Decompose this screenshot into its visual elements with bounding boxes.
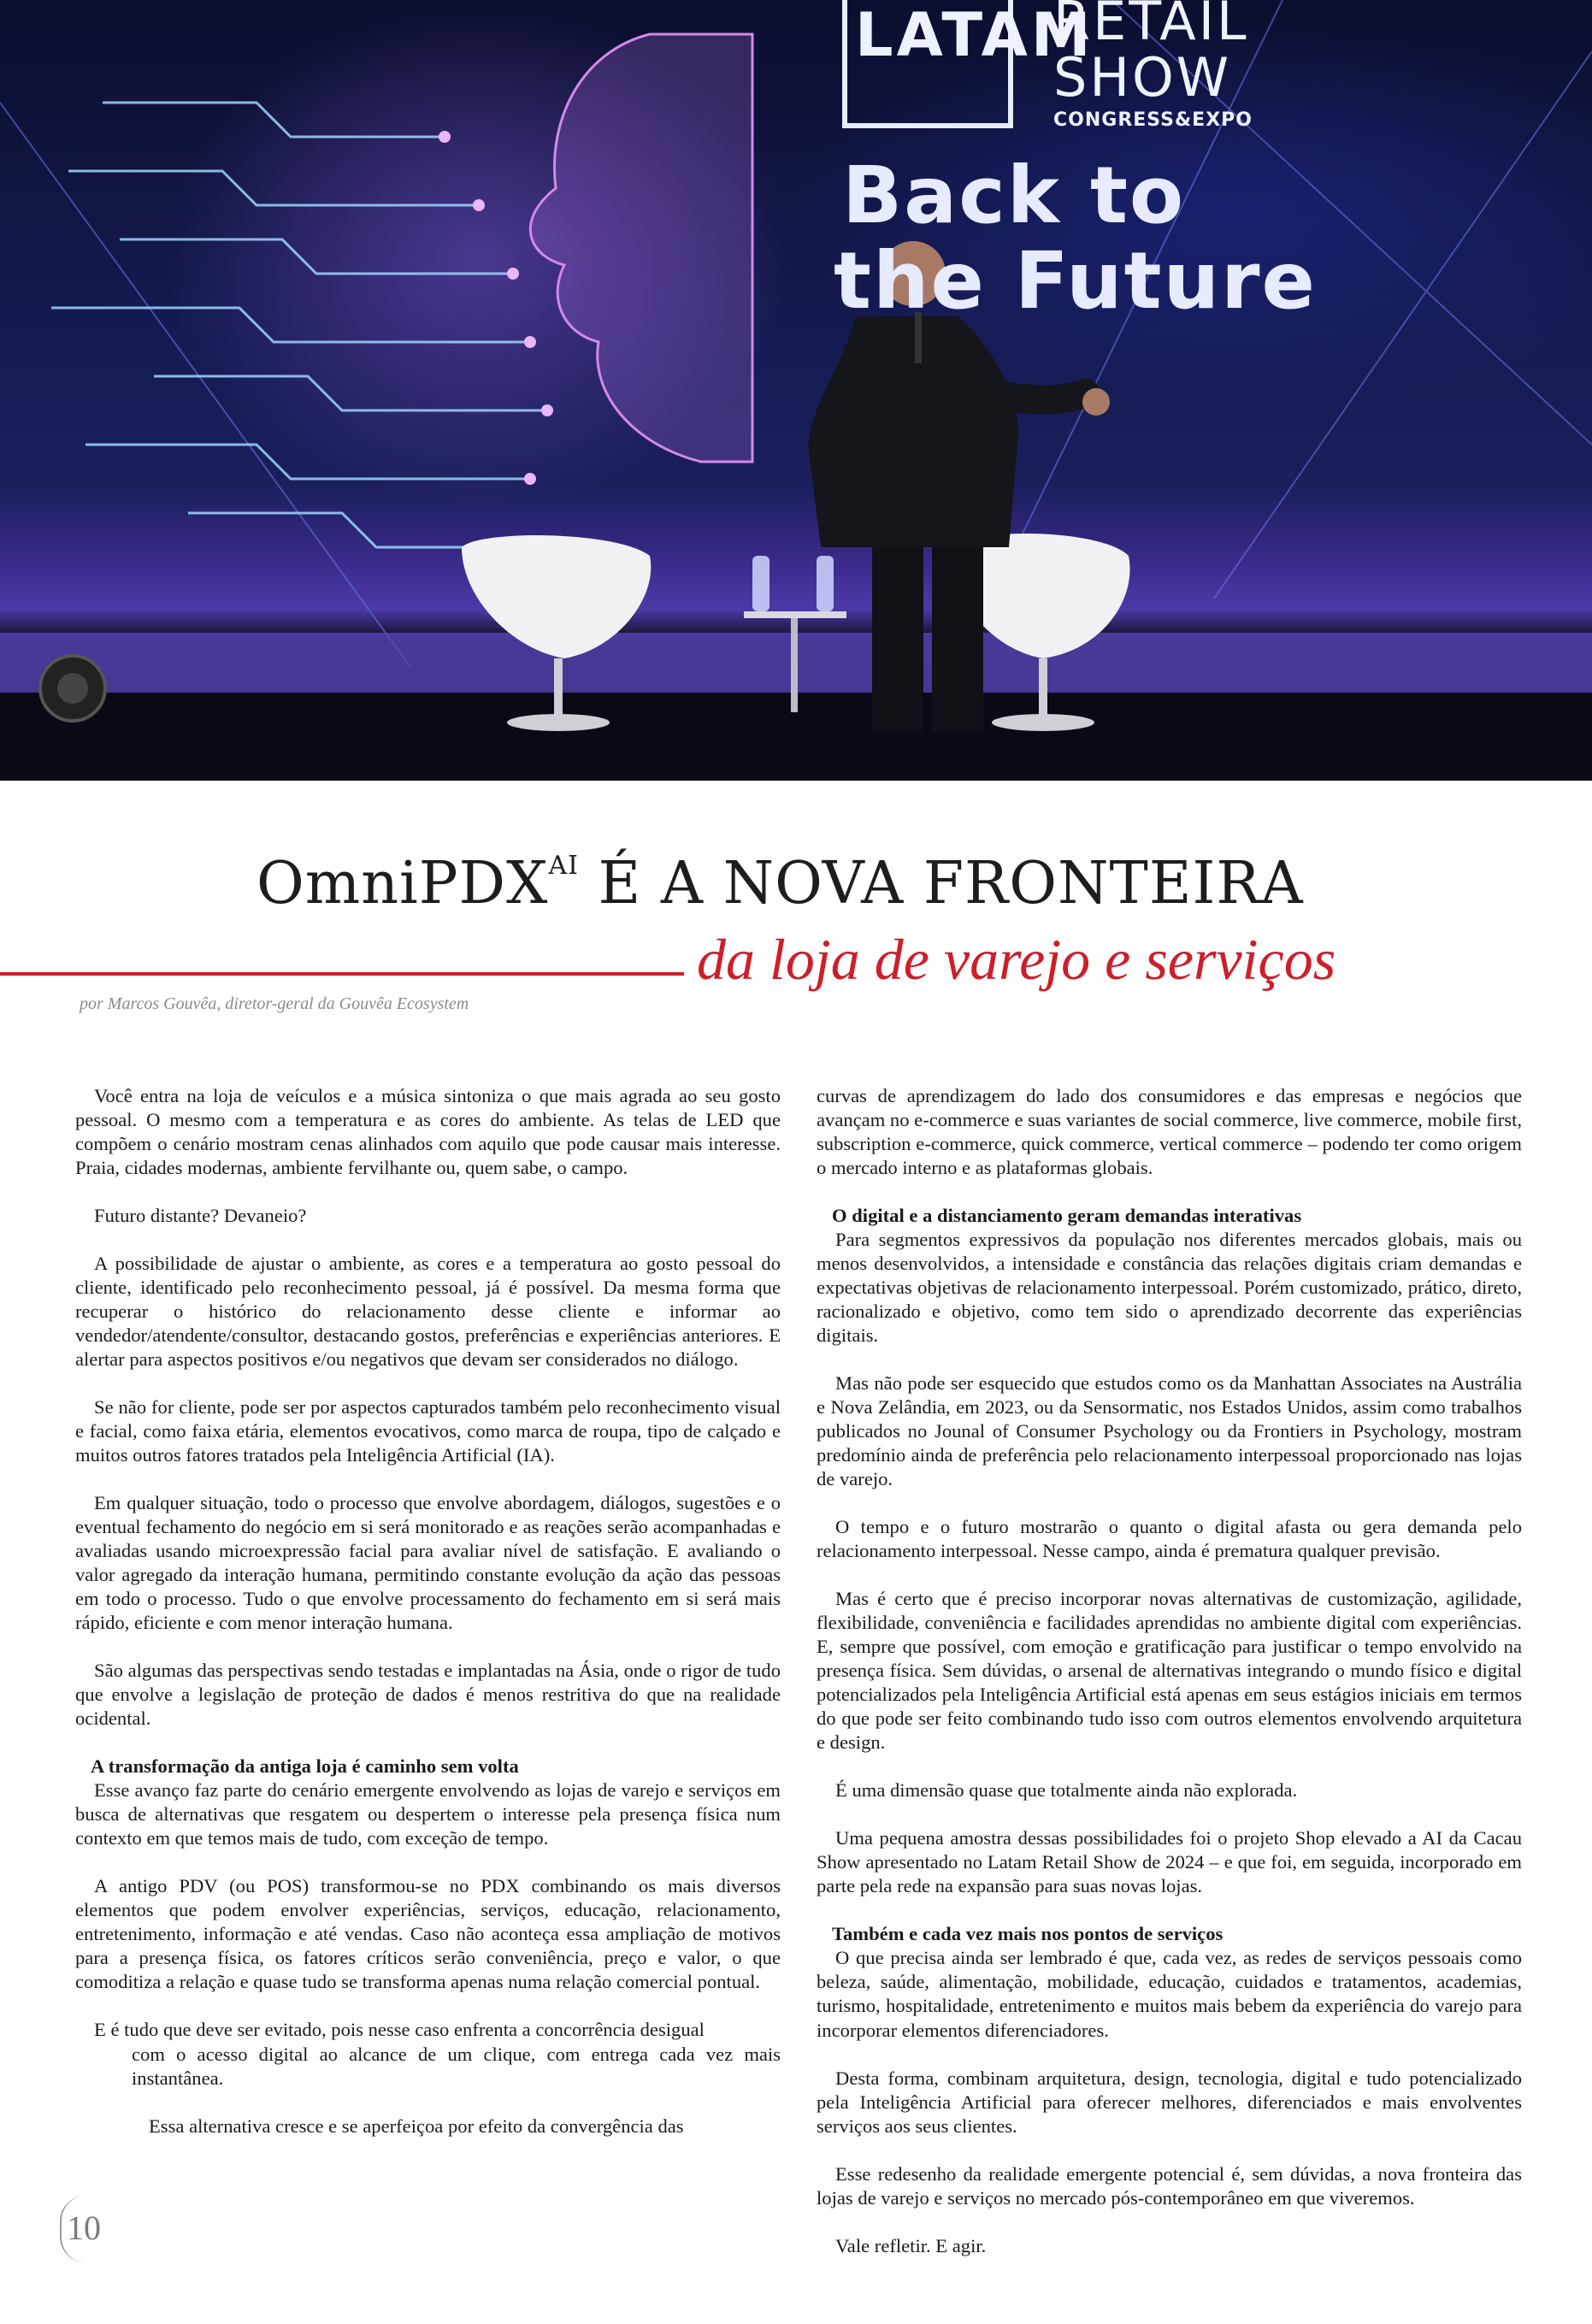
title-rest: É A NOVA FRONTEIRA (578, 850, 1304, 917)
circuit-head-graphic (51, 34, 752, 553)
paragraph-continued: com o acesso digital ao alcance de um clique, com entrega cada vez mais instantânea. (132, 2043, 781, 2089)
paragraph: Essa alternativa cresce e se aperfeiçoa por efeito da convergência das (149, 2115, 684, 2137)
event-logo-congress: CONGRESS&EXPO (1053, 109, 1253, 131)
stage-illustration (0, 0, 1592, 781)
paragraph: Vale refletir. E agir. (835, 2234, 987, 2256)
paragraph: Mas é certo que é preciso incorporar novas alternativas de customização, agilidade, flexibilidade, conveniência e facilidades aprendidas no ambiente digital com experiências. E, sempre que possível, com emoção e gratificação para justificar o tempo envolvido na presença física. Sem dúvidas, o arsenal de alternativas integrando o mundo físico e digital potencializados pela Inteligência Artificial está apenas em seus estágios iniciais em termos do que pode ser feito combinando tudo isso com outros elementos envolvendo arquitetura e design. (817, 1588, 1522, 1754)
left-column (75, 1084, 781, 2162)
article-subtitle: da loja de varejo e serviços (697, 927, 1336, 992)
screen-text-line1: Back to (842, 150, 1186, 241)
paragraph: Desta forma, combinam arquitetura, design, tecnologia, digital e tudo potencializado pela Inteligência Artificial para oferecer melhores, diferenciados e mais envolventes serviços aos seus clientes. (817, 2067, 1522, 2137)
paragraph: O que precisa ainda ser lembrado é que, cada vez, as redes de serviços pessoais como beleza, saúde, alimentação, mobilidade, educação, cuidados e tratamentos, academias, turismo, hospitalidade, entretenimento e muitos mais bebem da experiência do varejo para incorporar elementos diferenciadores. (817, 1947, 1522, 2041)
page-number: 10 (67, 2209, 101, 2247)
title-superscript: AI (548, 851, 579, 881)
paragraph: Para segmentos expressivos da população nos diferentes mercados globais, mais ou menos desenvolvidos, a intensidade e constância das relações digitais criam demandas e expectativas objetivas de relacionamento interpessoal. Porém customizado, prático, direto, racionalizado e objetivo, como tem sido o aprendizado decorrente das experiências digitais. (817, 1229, 1522, 1347)
article-byline: por Marcos Gouvêa, diretor-geral da Gouvêa Ecosystem (80, 994, 469, 1013)
paragraph: Você entra na loja de veículos e a música sintoniza o que mais agrada ao seu gosto pessoal. O mesmo com a temperatura e as cores do ambiente. As telas de LED que compõem o cenário mostram cenas alinhados com aquilo que pode causar mais interesse. Praia, cidades modernas, ambiente fervilhante ou, quem sabe, o campo. (75, 1085, 781, 1179)
paragraph: Em qualquer situação, todo o processo que envolve abordagem, diálogos, sugestões e o eventual fechamento do negócio em si será monitorado e as reações serão acompanhadas e avaliadas usando microexpressão facial para avaliar nível de satisfação. E avaliando o valor agregado da interação humana, permitindo constante evolução da ação das pessoas em todo o processo. Tudo o que envolve processamento do fechamento em si será mais rápido, eficiente e com menor interação humana. (75, 1492, 781, 1634)
section-heading: Também e cada vez mais nos pontos de serviços (832, 1923, 1223, 1945)
hero-photo (0, 0, 1592, 781)
paragraph: Esse redesenho da realidade emergente potencial é, sem dúvidas, a nova fronteira das lojas de varejo e serviços no mercado pós-contemporâneo em que viveremos. (817, 2162, 1522, 2209)
paragraph: É uma dimensão quase que totalmente ainda não explorada. (835, 1779, 1298, 1802)
paragraph: Futuro distante? Devaneio? (94, 1205, 307, 1227)
paragraph: E é tudo que deve ser evitado, pois nesse caso enfrenta a concorrência desigual (94, 2019, 705, 2041)
paragraph: A antigo PDV (ou POS) transformou-se no PDX combinando os mais diversos elementos que podem envolver experiências, serviços, educação, relacionamento, entretenimento, informação e até vendas. Caso não aconteça essa ampliação de motivos para a presença física, os fatores críticos serão conveniência, preço e valor, o que comoditiza a relação e quase tudo se transforma apenas numa relação comercial pontual. (75, 1875, 781, 1993)
event-logo-retail: RETAIL (1053, 0, 1249, 52)
right-column (817, 1084, 1522, 2282)
title-main: OmniPDX (256, 850, 549, 917)
section-heading: O digital e a distanciamento geram demandas interativas (832, 1205, 1302, 1227)
page-number-badge (60, 2196, 115, 2262)
paragraph: São algumas das perspectivas sendo testadas e implantadas na Ásia, onde o rigor de tudo que envolve a legislação de proteção de dados é menos restritiva do que na realidade ocidental. (75, 1660, 781, 1730)
screen-text-line2: the Future (834, 235, 1317, 327)
paragraph-continued: curvas de aprendizagem do lado dos consumidores e das empresas e negócios que avançam no e-commerce e suas variantes de social commerce, live commerce, mobile first, subscription e-commerce, quick commerce, vertical commerce – podendo ter como origem o mercado interno e as plataformas globais. (817, 1085, 1522, 1179)
title-divider (0, 972, 684, 976)
paragraph: Uma pequena amostra dessas possibilidades foi o projeto Shop elevado a AI da Cacau Show apresentado no Latam Retail Show de 2024 – e que foi, em seguida, incorporado em parte pela rede na expansão para suas novas lojas. (817, 1827, 1522, 1897)
paragraph: A possibilidade de ajustar o ambiente, as cores e a temperatura ao gosto pessoal do cliente, identificado pelo reconhecimento pessoal, já é possível. Da mesma forma que recuperar o histórico do relacionamento desse cliente e informar ao vendedor/atendente/consultor, destacando gostos, preferências e experiências anteriores. E alertar para aspectos positivos e/ou negativos que devam ser considerados no diálogo. (75, 1253, 781, 1371)
event-logo-letters: LATAM (855, 0, 1094, 70)
article-title (256, 850, 1304, 917)
paragraph: Esse avanço faz parte do cenário emergente envolvendo as lojas de varejo e serviços em busca de alternativas que resgatem ou despertem o interesse pela presença física num contexto em que temos mais de tudo, com exceção de tempo. (75, 1779, 781, 1849)
paragraph: O tempo e o futuro mostrarão o quanto o digital afasta ou gera demanda pelo relacionamento interpessoal. Nesse campo, ainda é prematura qualquer previsão. (817, 1516, 1522, 1562)
stage-light (40, 656, 105, 721)
section-heading: A transformação da antiga loja é caminho sem volta (91, 1755, 519, 1778)
event-logo-show: SHOW (1053, 46, 1232, 109)
paragraph: Mas não pode ser esquecido que estudos como os da Manhattan Associates na Austrália e Nova Zelândia, em 2023, ou da Sensormatic, nos Estados Unidos, assim como trabalhos publicados no Jounal of Consumer Psychology ou da Frontiers in Psychology, mostram predomínio ainda de preferência pelo relacionamento interpessoal proporcionado nas lojas de varejo. (817, 1372, 1522, 1490)
paragraph: Se não for cliente, pode ser por aspectos capturados também pelo reconhecimento visual e facial, como faixa etária, elementos evocativos, como marca de roupa, tipo de calçado e muitos outros fatores tratados pela Inteligência Artificial (IA). (75, 1396, 781, 1466)
